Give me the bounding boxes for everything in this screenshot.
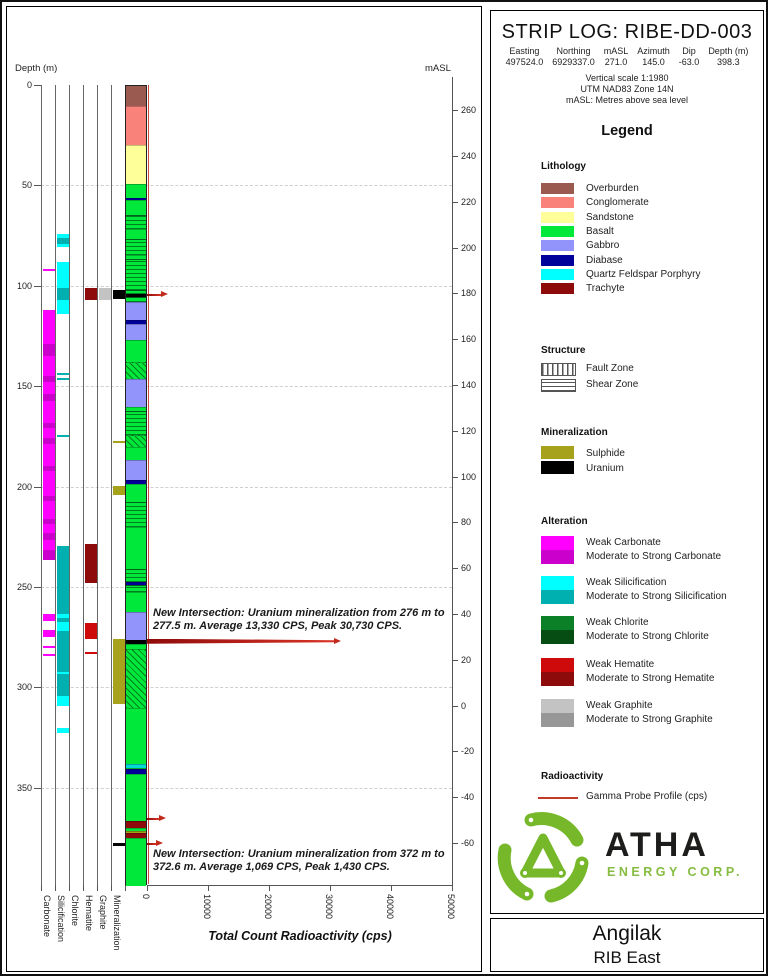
legend-item-label: Shear Zone (586, 379, 639, 390)
masl-tick (452, 751, 458, 752)
lith-basalt (126, 502, 146, 527)
legend-swatch-sulphide (541, 446, 574, 459)
scale-notes (491, 73, 763, 106)
depth-tick (34, 185, 41, 186)
legend-swatch-alteration-strong (541, 672, 574, 686)
masl-tick-label: 160 (461, 334, 477, 345)
interval-carbonate (43, 269, 55, 271)
interval-carbonate (43, 471, 55, 496)
project-name: Angilak (592, 922, 662, 945)
page-title: STRIP LOG: RIBE-DD-003 (501, 21, 753, 43)
lith-basalt (126, 362, 146, 379)
collar-field-value: -63.0 (678, 57, 700, 67)
legend-item-label: Quartz Feldspar Porphyry (586, 268, 701, 280)
legend-item-label: Weak Graphite (586, 700, 653, 711)
depth-tick-label: 0 (26, 80, 32, 90)
track-bottom-tick (111, 885, 112, 891)
collar-field (506, 46, 544, 68)
legend-item-label: Diabase (586, 254, 623, 266)
collar-field-value: 398.3 (717, 57, 740, 67)
gamma-spike (147, 818, 159, 820)
interval-carbonate (43, 654, 55, 656)
interval-silicification (57, 435, 69, 437)
interval-mineralization (113, 843, 125, 846)
interval-carbonate (43, 524, 55, 533)
legend-section-heading: Lithology (541, 161, 586, 172)
area-name: RIB East (593, 948, 661, 967)
interval-carbonate (43, 401, 55, 423)
masl-tick (452, 431, 458, 432)
legend-swatch-trachyte (541, 283, 574, 294)
lith-basalt (126, 435, 146, 447)
depth-tick-label: 350 (16, 782, 32, 793)
masl-tick (452, 660, 458, 661)
interval-mineralization (113, 486, 125, 495)
legend-item-label: Sandstone (586, 211, 634, 223)
legend-item-label: Weak Chlorite (586, 617, 649, 628)
brand-name: ATHA (605, 826, 709, 864)
gamma-spike-arrowhead (161, 291, 168, 297)
masl-tick (452, 477, 458, 478)
annotation-intersection-372m: New Intersection: Uranium mineralization from 372 m to 372.6 m. Average 1,069 CPS, Peak 1,430 CPS. (153, 848, 445, 874)
lith-overburden (126, 86, 146, 106)
interval-carbonate (43, 501, 55, 519)
interval-carbonate (43, 646, 55, 648)
depth-tick-label: 100 (16, 280, 32, 291)
interval-silicification (57, 696, 69, 706)
collar-info-table (491, 46, 763, 68)
masl-tick-label: 0 (461, 700, 467, 711)
legend-item-label: Basalt (586, 225, 614, 237)
collar-field-label: Depth (m) (708, 46, 749, 56)
lith-basalt (126, 527, 146, 569)
column-label-silicification: Silicification (56, 895, 66, 943)
legend-section-heading: Alteration (541, 516, 588, 527)
scale-note-line: Vertical scale 1:1980 (585, 73, 669, 83)
depth-tick (34, 687, 41, 688)
column-label-graphite: Graphite (98, 895, 108, 930)
x-tick (208, 885, 209, 891)
legend-swatch-gabbro (541, 240, 574, 251)
legend-item-label: Fault Zone (586, 363, 634, 374)
track-bottom-tick (97, 885, 98, 891)
legend-swatch-conglomerate (541, 197, 574, 208)
depth-tick-label: 300 (16, 682, 32, 693)
legend-swatch-alteration-weak (541, 658, 574, 672)
x-tick-label: 0 (141, 894, 151, 900)
x-tick (391, 885, 392, 891)
interval-silicification (57, 300, 69, 314)
gamma-spike (147, 294, 161, 296)
collar-field-value: 497524.0 (505, 57, 544, 67)
interval-carbonate (43, 356, 55, 376)
lith-basalt (126, 184, 146, 198)
lith-gabbro (126, 324, 146, 340)
legend-item-label: Sulphide (586, 447, 625, 459)
legend-item-label: Moderate to Strong Carbonate (586, 551, 722, 562)
x-tick (269, 885, 270, 891)
radioactivity-axis-title: Total Count Radioactivity (cps) (208, 929, 392, 943)
collar-field-label: mASL (603, 46, 629, 56)
legend-swatch-alteration-strong (541, 550, 574, 564)
x-tick-label: 40000 (385, 894, 395, 920)
legend-gamma-line (538, 797, 578, 799)
depth-tick (34, 487, 41, 488)
interval-hematite (85, 623, 97, 639)
interval-mineralization (113, 639, 125, 704)
interval-hematite (85, 544, 97, 583)
lith-basalt (126, 592, 146, 612)
masl-tick (452, 843, 458, 844)
depth-tick (34, 286, 41, 287)
legend-item-label: Overburden (586, 183, 639, 194)
masl-tick-label: 220 (461, 196, 477, 207)
collar-field (637, 46, 670, 68)
interval-silicification (57, 674, 69, 696)
interval-carbonate (43, 344, 55, 356)
depth-tick-label: 200 (16, 481, 32, 492)
collar-field (552, 46, 595, 68)
legend-item-label: Moderate to Strong Chlorite (586, 631, 709, 642)
masl-tick-label: 180 (461, 288, 477, 299)
interval-carbonate (43, 394, 55, 401)
collar-field-label: Dip (682, 46, 696, 56)
legend-swatch-alteration-weak (541, 536, 574, 550)
lithology-column (125, 85, 147, 885)
legend-swatch-alteration-weak (541, 616, 574, 630)
masl-tick (452, 156, 458, 157)
gamma-spike (147, 639, 334, 644)
masl-tick-label: 260 (461, 105, 477, 116)
legend-swatch-shear-zone (541, 379, 576, 392)
masl-tick-label: 200 (461, 242, 477, 253)
track-bottom-tick (125, 885, 126, 891)
depth-tick (34, 587, 41, 588)
interval-carbonate (43, 614, 55, 621)
depth-axis-title: Depth (m) (15, 63, 58, 74)
collar-field-label: Azimuth (637, 46, 670, 56)
legend-swatch-quartz-feldspar-porphyry (541, 269, 574, 280)
legend-swatch-alteration-strong (541, 630, 574, 644)
gamma-spike-arrowhead (159, 815, 166, 821)
legend-item-label: Weak Silicification (586, 577, 667, 588)
column-label-mineralization: Mineralization (112, 895, 122, 951)
masl-tick (452, 293, 458, 294)
track-bottom-tick (41, 885, 42, 891)
lith-basalt (126, 215, 146, 229)
lith-sandstone (126, 145, 146, 184)
interval-carbonate (43, 550, 55, 560)
masl-tick-label: 240 (461, 150, 477, 161)
track-hematite (83, 85, 98, 885)
legend-swatch-alteration-strong (541, 590, 574, 604)
legend-item-label: Conglomerate (586, 197, 649, 209)
legend-section-heading: Structure (541, 345, 586, 356)
interval-silicification (57, 622, 69, 631)
track-bottom-tick (69, 885, 70, 891)
masl-tick (452, 706, 458, 707)
lith-basalt (126, 708, 146, 763)
interval-carbonate (43, 382, 55, 394)
atha-logo-icon (493, 808, 593, 908)
x-tick-label: 30000 (324, 894, 334, 920)
interval-silicification (57, 631, 69, 672)
x-tick-label: 20000 (263, 894, 273, 920)
legend-swatch-alteration-strong (541, 713, 574, 727)
track-graphite (97, 85, 112, 885)
lith-basalt (126, 229, 146, 239)
gamma-spike-arrowhead (156, 840, 163, 846)
track-bottom-tick (55, 885, 56, 891)
lith-basalt (126, 484, 146, 502)
legend-item-label: Uranium (586, 462, 624, 474)
x-tick-label: 50000 (446, 894, 456, 920)
masl-tick-label: 40 (461, 608, 472, 619)
masl-tick-label: 100 (461, 471, 477, 482)
masl-tick (452, 522, 458, 523)
scale-note-line: UTM NAD83 Zone 14N (580, 84, 674, 94)
x-tick-label: 10000 (202, 894, 212, 920)
depth-tick-label: 150 (16, 381, 32, 392)
column-label-chlorite: Chlorite (70, 895, 80, 927)
collar-field-value: 271.0 (604, 57, 628, 67)
legend-swatch-fault-zone (541, 363, 576, 376)
lith-trachyte (126, 821, 146, 828)
lith-basalt (126, 259, 146, 290)
depth-tick-label: 50 (21, 180, 32, 191)
interval-mineralization (113, 441, 125, 443)
lith-gabbro (126, 379, 146, 407)
interval-mineralization (113, 290, 125, 299)
collar-field (708, 46, 748, 68)
interval-carbonate (43, 310, 55, 344)
masl-tick-label: 120 (461, 425, 477, 436)
masl-tick-label: -20 (461, 746, 475, 757)
lith-gabbro (126, 302, 146, 320)
masl-tick-label: 20 (461, 654, 472, 665)
interval-silicification (57, 244, 69, 247)
gamma-spike-arrowhead (334, 638, 341, 644)
depth-tick (34, 386, 41, 387)
collar-field-label: Northing (556, 46, 591, 56)
track-bottom-tick (83, 885, 84, 891)
title-block (490, 918, 764, 972)
lith-basalt (126, 200, 146, 214)
legend-section-heading: Radioactivity (541, 771, 604, 782)
masl-tick (452, 797, 458, 798)
interval-silicification (57, 262, 69, 288)
legend-item-label: Gabbro (586, 240, 620, 252)
masl-tick (452, 110, 458, 111)
depth-tick-label: 250 (16, 582, 32, 592)
masl-axis (452, 77, 453, 885)
interval-carbonate (43, 444, 55, 465)
lith-basalt (126, 774, 146, 821)
legend-item-label: Moderate to Strong Hematite (586, 673, 715, 684)
strip-log-canvas (7, 7, 481, 971)
legend-swatch-sandstone (541, 212, 574, 223)
lith-basalt (126, 239, 146, 255)
masl-tick-label: -40 (461, 792, 475, 803)
track-silicification (55, 85, 70, 885)
masl-tick (452, 339, 458, 340)
x-tick (452, 885, 453, 891)
interval-silicification (57, 288, 69, 300)
lith-gabbro (126, 612, 146, 640)
interval-hematite (85, 652, 97, 654)
brand-tagline: ENERGY CORP. (607, 865, 744, 879)
lith-basalt (126, 649, 146, 708)
lith-conglomerate (126, 106, 146, 145)
legend-item-label: Moderate to Strong Graphite (586, 714, 713, 725)
gamma-profile-baseline (148, 85, 149, 884)
masl-tick-label: -60 (461, 837, 475, 848)
lith-basalt (126, 585, 146, 592)
annotation-intersection-276m: New Intersection: Uranium mineralization from 276 m to 277.5 m. Average 13,330 CPS, Peak 30,730 CPS. (153, 607, 445, 633)
collar-field (679, 46, 700, 68)
column-label-carbonate: Carbonate (42, 895, 52, 938)
legend-swatch-alteration-weak (541, 699, 574, 713)
lith-basalt (126, 838, 146, 886)
masl-tick-label: 60 (461, 563, 472, 574)
legend-item-label: Weak Carbonate (586, 537, 661, 548)
lith-gabbro (126, 460, 146, 479)
strip-log-panel (6, 6, 482, 972)
scale-note-line: mASL: Metres above sea level (565, 95, 689, 105)
gamma-spike (147, 843, 156, 845)
interval-carbonate (43, 540, 55, 550)
masl-axis-title: mASL (425, 63, 451, 74)
legend-swatch-overburden (541, 183, 574, 194)
radioactivity-axis (147, 885, 453, 886)
masl-tick (452, 385, 458, 386)
legend-item-label: Moderate to Strong Silicification (586, 591, 727, 602)
lith-basalt (126, 569, 146, 582)
collar-field-value: 6929337.0 (552, 57, 595, 67)
legend-item-label: Trachyte (586, 283, 625, 295)
legend-item-label: Weak Hematite (586, 659, 655, 670)
masl-tick-label: 140 (461, 379, 477, 390)
atha-logo (493, 806, 761, 911)
collar-field (604, 46, 629, 68)
masl-tick (452, 568, 458, 569)
collar-field-value: 145.0 (642, 57, 665, 67)
legend-swatch-alteration-weak (541, 576, 574, 590)
lith-basalt (126, 447, 146, 460)
track-chlorite (69, 85, 84, 885)
interval-carbonate (43, 428, 55, 438)
interval-silicification (57, 546, 69, 614)
masl-tick-label: 80 (461, 517, 472, 528)
lith-basalt (126, 411, 146, 435)
track-mineralization (111, 85, 126, 885)
legend-swatch-diabase (541, 255, 574, 266)
legend-section-heading: Mineralization (541, 427, 608, 438)
column-label-hematite: Hematite (84, 895, 94, 932)
depth-tick (34, 788, 41, 789)
depth-tick (34, 85, 41, 86)
interval-carbonate (43, 533, 55, 540)
track-carbonate (41, 85, 56, 885)
interval-graphite (99, 288, 111, 300)
interval-silicification (57, 373, 69, 375)
legend-swatch-basalt (541, 226, 574, 237)
masl-tick (452, 202, 458, 203)
legend-panel (490, 10, 764, 914)
legend-swatch-uranium (541, 461, 574, 474)
interval-silicification (57, 378, 69, 380)
x-tick (330, 885, 331, 891)
interval-hematite (85, 288, 97, 300)
x-tick (147, 885, 148, 891)
collar-field-label: Easting (509, 46, 540, 56)
interval-carbonate (43, 630, 55, 637)
legend-title: Legend (601, 123, 653, 139)
legend-item-label: Gamma Probe Profile (cps) (586, 791, 708, 802)
lith-basalt (126, 340, 146, 362)
interval-silicification (57, 728, 69, 733)
masl-tick (452, 248, 458, 249)
